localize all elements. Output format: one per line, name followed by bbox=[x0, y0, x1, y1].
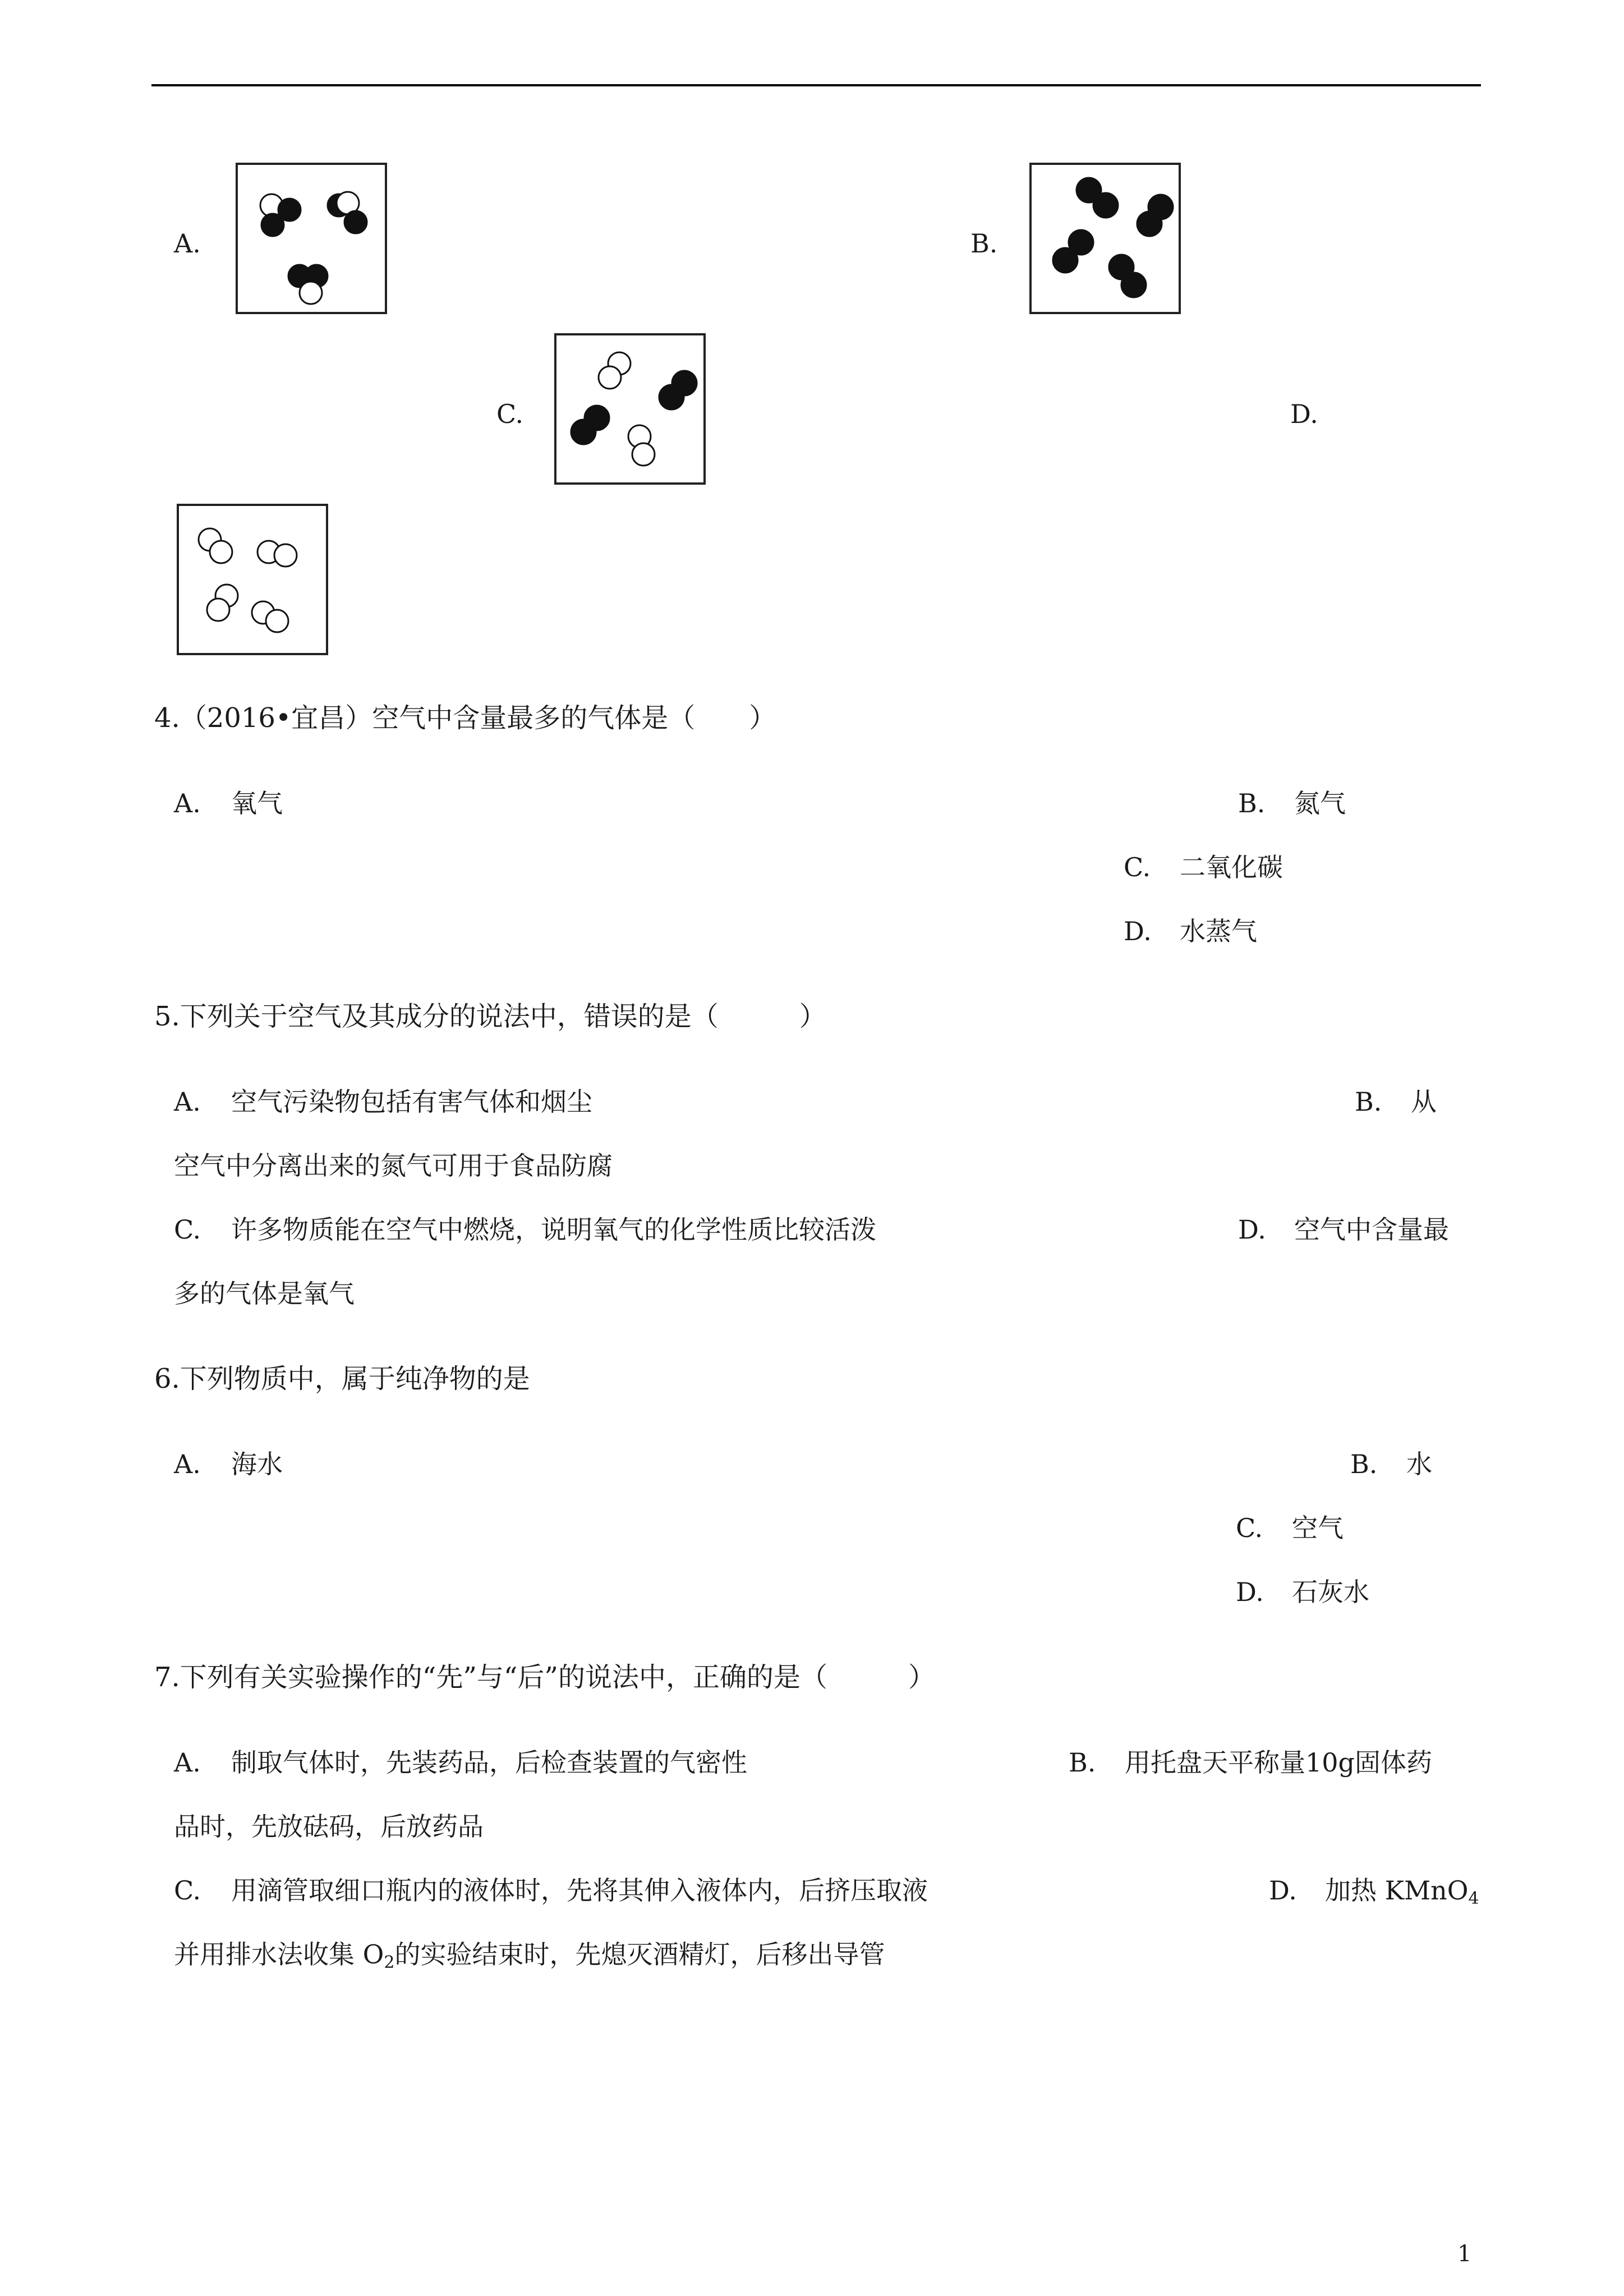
q6-option-d-letter: D. bbox=[1236, 1577, 1264, 1607]
q3-option-d-label: D. bbox=[1290, 399, 1318, 429]
q4-option-b-text: 氮气 bbox=[1294, 788, 1346, 818]
q7-option-a-letter: A. bbox=[174, 1747, 201, 1778]
q3-diagram-a bbox=[236, 163, 387, 314]
q4-option-c-letter: C. bbox=[1124, 852, 1151, 882]
q6-option-a-text: 海水 bbox=[231, 1449, 283, 1479]
q4-option-b-letter: B. bbox=[1238, 788, 1266, 818]
q7-option-a-text: 制取气体时，先装药品，后检查装置的气密性 bbox=[231, 1747, 747, 1778]
q5-option-d-letter: D. bbox=[1238, 1214, 1266, 1245]
q7-option-b-letter: B. bbox=[1069, 1747, 1096, 1778]
q6-option-d-text: 石灰水 bbox=[1292, 1577, 1369, 1607]
q4-option-a-letter: A. bbox=[174, 788, 201, 818]
q4-option-c-text: 二氧化碳 bbox=[1180, 852, 1283, 882]
q7-option-d-text: 加热 KMnO$_4$ bbox=[1325, 1875, 1479, 1908]
question-7-stem: 7.下列有关实验操作的“先”与“后”的说法中，正确的是（ ） bbox=[154, 1662, 935, 1693]
q3-option-a-label: A. bbox=[174, 228, 201, 259]
q6-option-c-text: 空气 bbox=[1292, 1513, 1344, 1543]
q5-option-c-letter: C. bbox=[174, 1214, 201, 1245]
question-4-stem: 4.（2016•宜昌）空气中含量最多的气体是（ ） bbox=[154, 702, 776, 734]
question-6-stem: 6.下列物质中，属于纯净物的是 bbox=[154, 1363, 530, 1395]
q7-option-c-letter: C. bbox=[174, 1875, 201, 1906]
q5-option-d-text: 空气中含量最 bbox=[1294, 1214, 1449, 1245]
q4-option-d-letter: D. bbox=[1124, 916, 1152, 946]
q7-option-b-continuation: 品时，先放砝码，后放药品 bbox=[174, 1811, 484, 1842]
q5-option-c-text: 许多物质能在空气中燃烧，说明氧气的化学性质比较活泼 bbox=[231, 1214, 876, 1245]
q3-option-b-label: B. bbox=[970, 228, 998, 259]
q7-option-c-text: 用滴管取细口瓶内的液体时，先将其伸入液体内，后挤压取液 bbox=[231, 1875, 928, 1906]
q3-option-c-label: C. bbox=[496, 399, 524, 429]
q4-option-d-text: 水蒸气 bbox=[1180, 916, 1257, 946]
q3-diagram-d bbox=[177, 504, 328, 655]
header-rule bbox=[151, 84, 1481, 86]
q7-option-b-text: 用托盘天平称量10g固体药 bbox=[1125, 1747, 1432, 1778]
q3-diagram-b bbox=[1029, 163, 1181, 314]
q6-option-b-letter: B. bbox=[1350, 1449, 1378, 1479]
q7-option-d-continuation: 并用排水法收集 $O_2$的实验结束时，先熄灭酒精灯，后移出导管 bbox=[174, 1939, 885, 1972]
q6-option-b-text: 水 bbox=[1406, 1449, 1432, 1479]
q5-option-a-letter: A. bbox=[174, 1087, 201, 1117]
q4-option-a-text: 氧气 bbox=[231, 788, 283, 818]
q6-option-a-letter: A. bbox=[174, 1449, 201, 1479]
q5-option-a-text: 空气污染物包括有害气体和烟尘 bbox=[231, 1087, 592, 1117]
q3-diagram-c bbox=[554, 333, 706, 485]
q5-option-b-text: 从 bbox=[1411, 1087, 1437, 1117]
q6-option-c-letter: C. bbox=[1236, 1513, 1263, 1543]
q5-option-b-continuation: 空气中分离出来的氮气可用于食品防腐 bbox=[174, 1151, 613, 1181]
q5-option-b-letter: B. bbox=[1355, 1087, 1382, 1117]
question-5-stem: 5.下列关于空气及其成分的说法中，错误的是（ ） bbox=[154, 1001, 826, 1032]
page-number: 1 bbox=[1457, 2241, 1472, 2267]
q7-option-d-letter: D. bbox=[1269, 1875, 1297, 1906]
q5-option-d-continuation: 多的气体是氧气 bbox=[174, 1278, 355, 1309]
